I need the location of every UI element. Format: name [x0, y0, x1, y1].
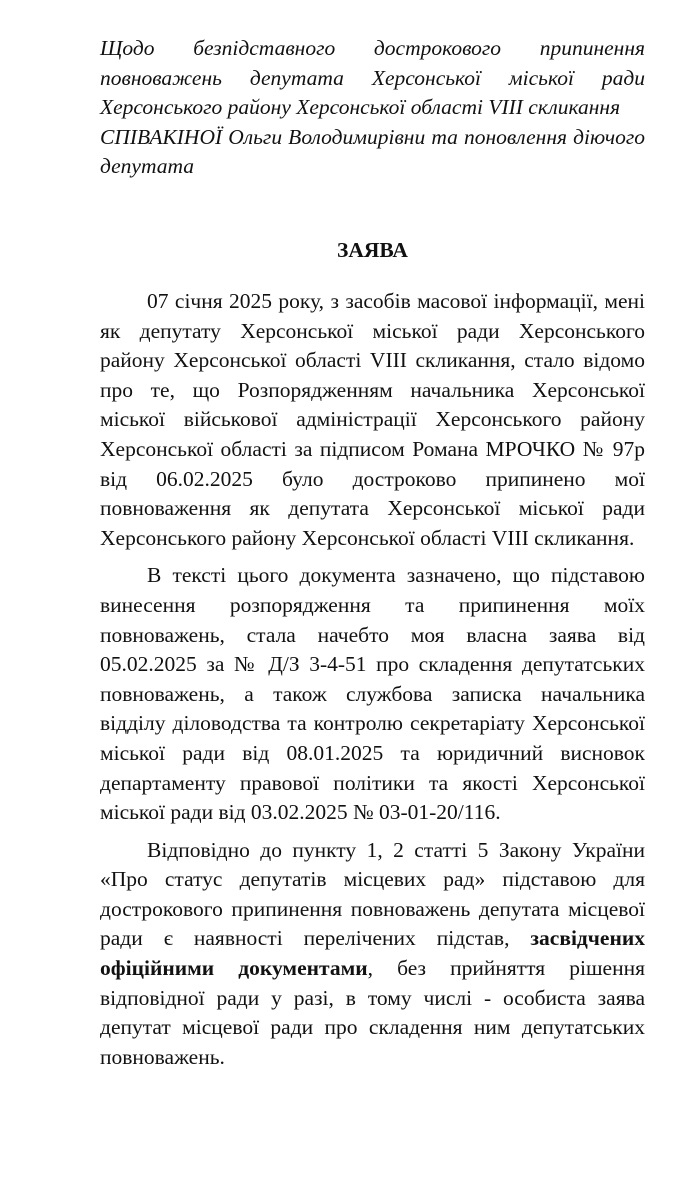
paragraph-1: 07 січня 2025 року, з засобів масової інформації, мені як депутату Херсонської міської ради Херсонського району Херсонської області VIII скликання, стало відомо про те, що Розпорядженням начальника Херсонської міської військової адміністрації Херсонського району Херсонської області за підписом Романа МРОЧКО № 97р від 06.02.2025 було достроково припинено мої повноваження як депутата Херсонської міської ради Херсонського району Херсонської області VIII скликання.	[100, 289, 645, 550]
document-title: ЗАЯВА	[337, 238, 408, 262]
subject-line-2: СПІВАКІНОЇ Ольги Володимирівни та поновлення діючого депутата	[100, 124, 645, 178]
paragraph-3-start: Відповідно до пункту 1, 2 статті 5 Закону України «Про статус депутатів місцевих рад» підставою для дострокового припинення повноважень депутата місцевої ради є наявності перелічених підстав,	[100, 837, 645, 951]
document-body	[100, 287, 645, 1072]
subject-line-1: Щодо безпідставного дострокового припинення повноважень депутата Херсонської міської ради Херсонського району Херсонської області VIII скликання	[100, 36, 645, 119]
document-subject	[100, 34, 645, 182]
paragraph-2: В тексті цього документа зазначено, що підставою винесення розпорядження та припинення моїх повноважень, стала начебто моя власна заява від 05.02.2025 за № Д/З 3-4-51 про складення депутатських повноважень, а також службова записка начальника відділу діловодства та контролю секретаріату Херсонської міської ради від 08.01.2025 та юридичний висновок департаменту правової політики та якості Херсонської міської ради від 03.02.2025 № 03-01-20/116.	[100, 563, 645, 825]
paragraph-3-bold: засвідчених офіційними документами	[100, 926, 645, 981]
paragraph-3-end: , без прийняття рішення відповідної ради у разі, в тому числі - особиста заява депутат місцевої ради про складення ним депутатських повноважень.	[100, 956, 645, 1069]
paragraph-3	[100, 836, 645, 1073]
